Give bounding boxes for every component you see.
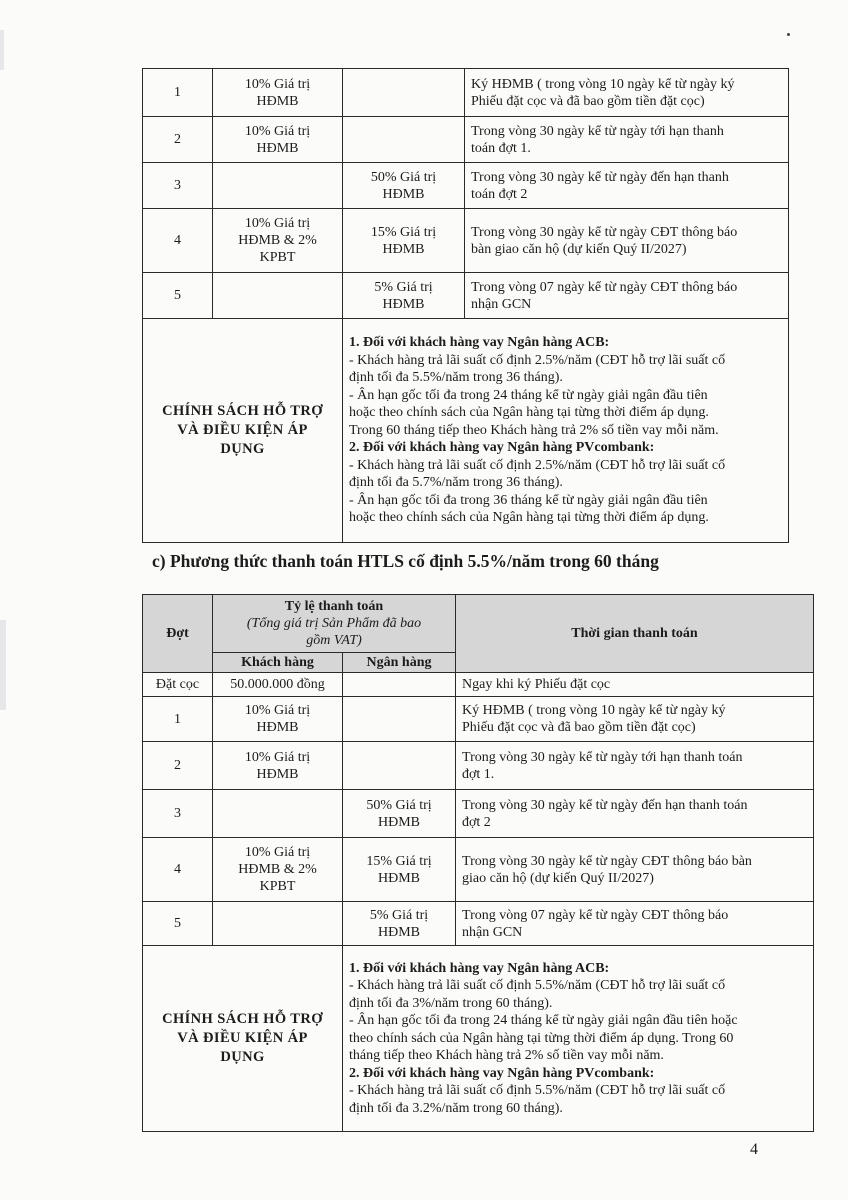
cell-line: nhận GCN — [462, 924, 523, 940]
cell-line: 10% Giá trị — [244, 76, 311, 92]
cell-line: 50% Giá trị — [370, 169, 437, 185]
scan-edge-mark — [0, 620, 6, 710]
section-heading: c) Phương thức thanh toán HTLS cố định 5.5%/năm trong 60 tháng — [152, 551, 659, 571]
dot-cell: 5 — [143, 273, 213, 319]
cell-line: HĐMB & 2% — [238, 862, 317, 877]
time-cell — [456, 790, 814, 838]
dot-cell: Đặt cọc — [143, 673, 213, 697]
cell-line: đợt 2 — [462, 814, 491, 830]
header-customer: Khách hàng — [213, 653, 343, 673]
cell-line: Phiếu đặt cọc và đã bao gồm tiền đặt cọc) — [471, 93, 705, 109]
cell-line: bàn giao căn hộ (dự kiến Quý II/2027) — [471, 241, 687, 257]
scan-edge-mark — [0, 30, 4, 70]
time-cell — [465, 273, 789, 319]
policy-text-line: - Khách hàng trả lãi suất cố định 2.5%/năm (CĐT hỗ trợ lãi suất cố — [349, 352, 726, 368]
dot-cell: 2 — [143, 117, 213, 163]
header-ratio-title: Tỷ lệ thanh toán — [284, 599, 384, 614]
time-cell — [456, 838, 814, 902]
table-row — [143, 273, 789, 319]
cell-line: 10% Giá trị — [244, 703, 311, 718]
cell-line: 15% Giá trị — [366, 853, 432, 869]
bank-cell — [343, 273, 465, 319]
policy-heading-line: 2. Đối với khách hàng vay Ngân hàng PVcombank: — [349, 440, 655, 456]
cell-line: Trong vòng 30 ngày kể từ ngày đến hạn thanh — [471, 169, 729, 185]
cell-line: 50% Giá trị — [366, 797, 432, 813]
policy-text-line: - Khách hàng trả lãi suất cố định 2.5%/năm (CĐT hỗ trợ lãi suất cố — [349, 457, 726, 473]
time-cell — [456, 902, 814, 946]
bank-cell — [343, 69, 465, 117]
dot-cell: 4 — [143, 838, 213, 902]
policy-text-line: theo chính sách của Ngân hàng tại từng thời điểm áp dụng. Trong 60 — [349, 1030, 734, 1046]
table-row — [143, 838, 814, 902]
policy-heading-line: 1. Đối với khách hàng vay Ngân hàng ACB: — [349, 335, 610, 351]
policy-body-cell — [343, 319, 789, 543]
payment-table-b-body — [143, 69, 789, 543]
policy-text-line: hoặc theo chính sách của Ngân hàng tại từng thời điểm áp dụng. — [349, 510, 709, 526]
policy-title-line: DỤNG — [220, 1049, 265, 1065]
table-row — [143, 697, 814, 742]
table-header-row — [143, 595, 814, 653]
policy-text-line: tháng tiếp theo Khách hàng trả 2% số tiền vay mỗi năm. — [349, 1048, 664, 1064]
customer-cell — [213, 838, 343, 902]
time-cell — [465, 69, 789, 117]
cell-line: HĐMB — [256, 93, 299, 109]
dot-cell: 3 — [143, 790, 213, 838]
deposit-row — [143, 673, 814, 697]
table-row — [143, 163, 789, 209]
dot-cell: 2 — [143, 742, 213, 790]
customer-cell — [213, 69, 343, 117]
customer-cell — [213, 273, 343, 319]
cell-line: Trong vòng 30 ngày kể từ ngày CĐT thông báo — [471, 224, 738, 240]
cell-line: HĐMB & 2% — [238, 233, 317, 248]
time-cell — [456, 697, 814, 742]
cell-line: 15% Giá trị — [370, 224, 437, 240]
cell-line: 10% Giá trị — [244, 749, 311, 765]
policy-text-line: - Khách hàng trả lãi suất cố định 5.5%/năm (CĐT hỗ trợ lãi suất cố — [349, 978, 726, 994]
cell-line: 5% Giá trị — [374, 279, 433, 295]
policy-title-line: CHÍNH SÁCH HỖ TRỢ — [162, 1011, 323, 1027]
time-cell — [465, 163, 789, 209]
cell-line: HĐMB — [378, 870, 421, 886]
customer-cell — [213, 742, 343, 790]
header-bank: Ngân hàng — [343, 653, 456, 673]
dot-cell: 3 — [143, 163, 213, 209]
cell-line: toán đợt 1. — [471, 140, 531, 156]
policy-title-line: DỤNG — [220, 441, 265, 457]
header-ratio-sub: gồm VAT) — [306, 633, 362, 648]
policy-row — [143, 946, 814, 1132]
cell-line: 10% Giá trị — [244, 845, 311, 860]
bank-cell — [343, 163, 465, 209]
policy-heading-line: 1. Đối với khách hàng vay Ngân hàng ACB: — [349, 960, 610, 976]
cell-line: Trong vòng 30 ngày kể từ ngày tới hạn thanh — [471, 123, 724, 139]
bank-cell — [343, 902, 456, 946]
cell-line: Phiếu đặt cọc và đã bao gồm tiền đặt cọc) — [462, 720, 696, 735]
time-cell: Ngay khi ký Phiếu đặt cọc — [456, 673, 814, 697]
customer-cell — [213, 163, 343, 209]
cell-line: toán đợt 2 — [471, 186, 528, 202]
scan-speck — [787, 33, 790, 36]
customer-cell — [213, 697, 343, 742]
policy-text-line: hoặc theo chính sách của Ngân hàng tại từng thời điểm áp dụng. — [349, 405, 709, 421]
policy-text-line: - Khách hàng trả lãi suất cố định 5.5%/năm (CĐT hỗ trợ lãi suất cố — [349, 1083, 726, 1099]
cell-line: đợt 1. — [462, 766, 495, 782]
customer-cell: 50.000.000 đồng — [213, 673, 343, 697]
customer-cell — [213, 117, 343, 163]
policy-title-cell — [143, 319, 343, 543]
cell-line: HĐMB — [256, 140, 299, 156]
cell-line: Ký HĐMB ( trong vòng 10 ngày kể từ ngày ký — [462, 703, 726, 718]
cell-line: Trong vòng 30 ngày kể từ ngày đến hạn thanh toán — [462, 797, 748, 813]
cell-line: KPBT — [259, 879, 296, 894]
table-row — [143, 742, 814, 790]
payment-table-b — [142, 68, 789, 543]
dot-cell: 4 — [143, 209, 213, 273]
bank-cell — [343, 838, 456, 902]
table-row — [143, 117, 789, 163]
bank-cell — [343, 117, 465, 163]
bank-cell — [343, 742, 456, 790]
header-time: Thời gian thanh toán — [456, 595, 814, 673]
policy-heading-line: 2. Đối với khách hàng vay Ngân hàng PVcombank: — [349, 1065, 655, 1081]
cell-line: HĐMB — [382, 241, 425, 257]
cell-line: Trong vòng 30 ngày kể từ ngày tới hạn thanh toán — [462, 749, 743, 765]
policy-row — [143, 319, 789, 543]
cell-line: Trong vòng 07 ngày kể từ ngày CĐT thông báo — [471, 279, 738, 295]
header-ratio-sub: (Tổng giá trị Sản Phẩm đã bao — [246, 616, 422, 631]
cell-line: HĐMB — [382, 296, 425, 312]
cell-line: Trong vòng 30 ngày kể từ ngày CĐT thông báo bàn — [462, 853, 752, 869]
policy-body-cell — [343, 946, 814, 1132]
bank-cell — [343, 697, 456, 742]
cell-line: HĐMB — [378, 924, 421, 940]
policy-text-line: định tối đa 3.2%/năm trong 60 tháng). — [349, 1100, 563, 1116]
cell-line: HĐMB — [382, 186, 425, 202]
cell-line: 5% Giá trị — [369, 907, 429, 923]
table-row — [143, 790, 814, 838]
cell-line: giao căn hộ (dự kiến Quý II/2027) — [462, 870, 654, 886]
time-cell — [465, 117, 789, 163]
bank-cell — [343, 790, 456, 838]
dot-cell: 1 — [143, 69, 213, 117]
cell-line: HĐMB — [378, 814, 421, 830]
policy-text-line: Trong 60 tháng tiếp theo Khách hàng trả 2% số tiền vay mỗi năm. — [349, 422, 719, 438]
policy-text-line: định tối đa 5.5%/năm trong 36 tháng). — [349, 370, 563, 386]
policy-title-line: VÀ ĐIỀU KIỆN ÁP — [177, 422, 308, 438]
cell-line: HĐMB — [256, 766, 299, 782]
cell-line: 10% Giá trị — [244, 123, 311, 139]
header-dot: Đợt — [143, 595, 213, 673]
cell-line: 10% Giá trị — [244, 216, 311, 231]
policy-text-line: định tối đa 5.7%/năm trong 36 tháng). — [349, 475, 563, 491]
table-row — [143, 209, 789, 273]
table-row — [143, 902, 814, 946]
policy-title-line: VÀ ĐIỀU KIỆN ÁP — [177, 1030, 308, 1046]
dot-cell: 5 — [143, 902, 213, 946]
policy-text-line: - Ân hạn gốc tối đa trong 36 tháng kể từ ngày giải ngân đầu tiên — [349, 492, 708, 508]
header-ratio — [213, 595, 456, 653]
bank-cell — [343, 673, 456, 697]
cell-line: KPBT — [259, 250, 296, 265]
customer-cell — [213, 902, 343, 946]
policy-text-line: - Ân hạn gốc tối đa trong 24 tháng kể từ ngày giải ngân đầu tiên — [349, 387, 708, 403]
page-number: 4 — [750, 1141, 758, 1158]
dot-cell: 1 — [143, 697, 213, 742]
payment-table-c — [142, 594, 814, 1132]
policy-text-line: - Ân hạn gốc tối đa trong 24 tháng kể từ ngày giải ngân đầu tiên hoặc — [349, 1013, 738, 1029]
cell-line: Trong vòng 07 ngày kể từ ngày CĐT thông báo — [462, 907, 729, 923]
cell-line: Ký HĐMB ( trong vòng 10 ngày kể từ ngày ký — [471, 76, 735, 92]
policy-title-line: CHÍNH SÁCH HỖ TRỢ — [162, 403, 323, 419]
policy-text-line: định tối đa 3%/năm trong 60 tháng). — [349, 995, 553, 1011]
payment-table-c-body — [143, 673, 814, 1132]
cell-line: nhận GCN — [471, 296, 532, 312]
policy-title-cell — [143, 946, 343, 1132]
time-cell — [456, 742, 814, 790]
time-cell — [465, 209, 789, 273]
customer-cell — [213, 209, 343, 273]
table-row — [143, 69, 789, 117]
cell-line: HĐMB — [256, 720, 299, 735]
customer-cell — [213, 790, 343, 838]
bank-cell — [343, 209, 465, 273]
